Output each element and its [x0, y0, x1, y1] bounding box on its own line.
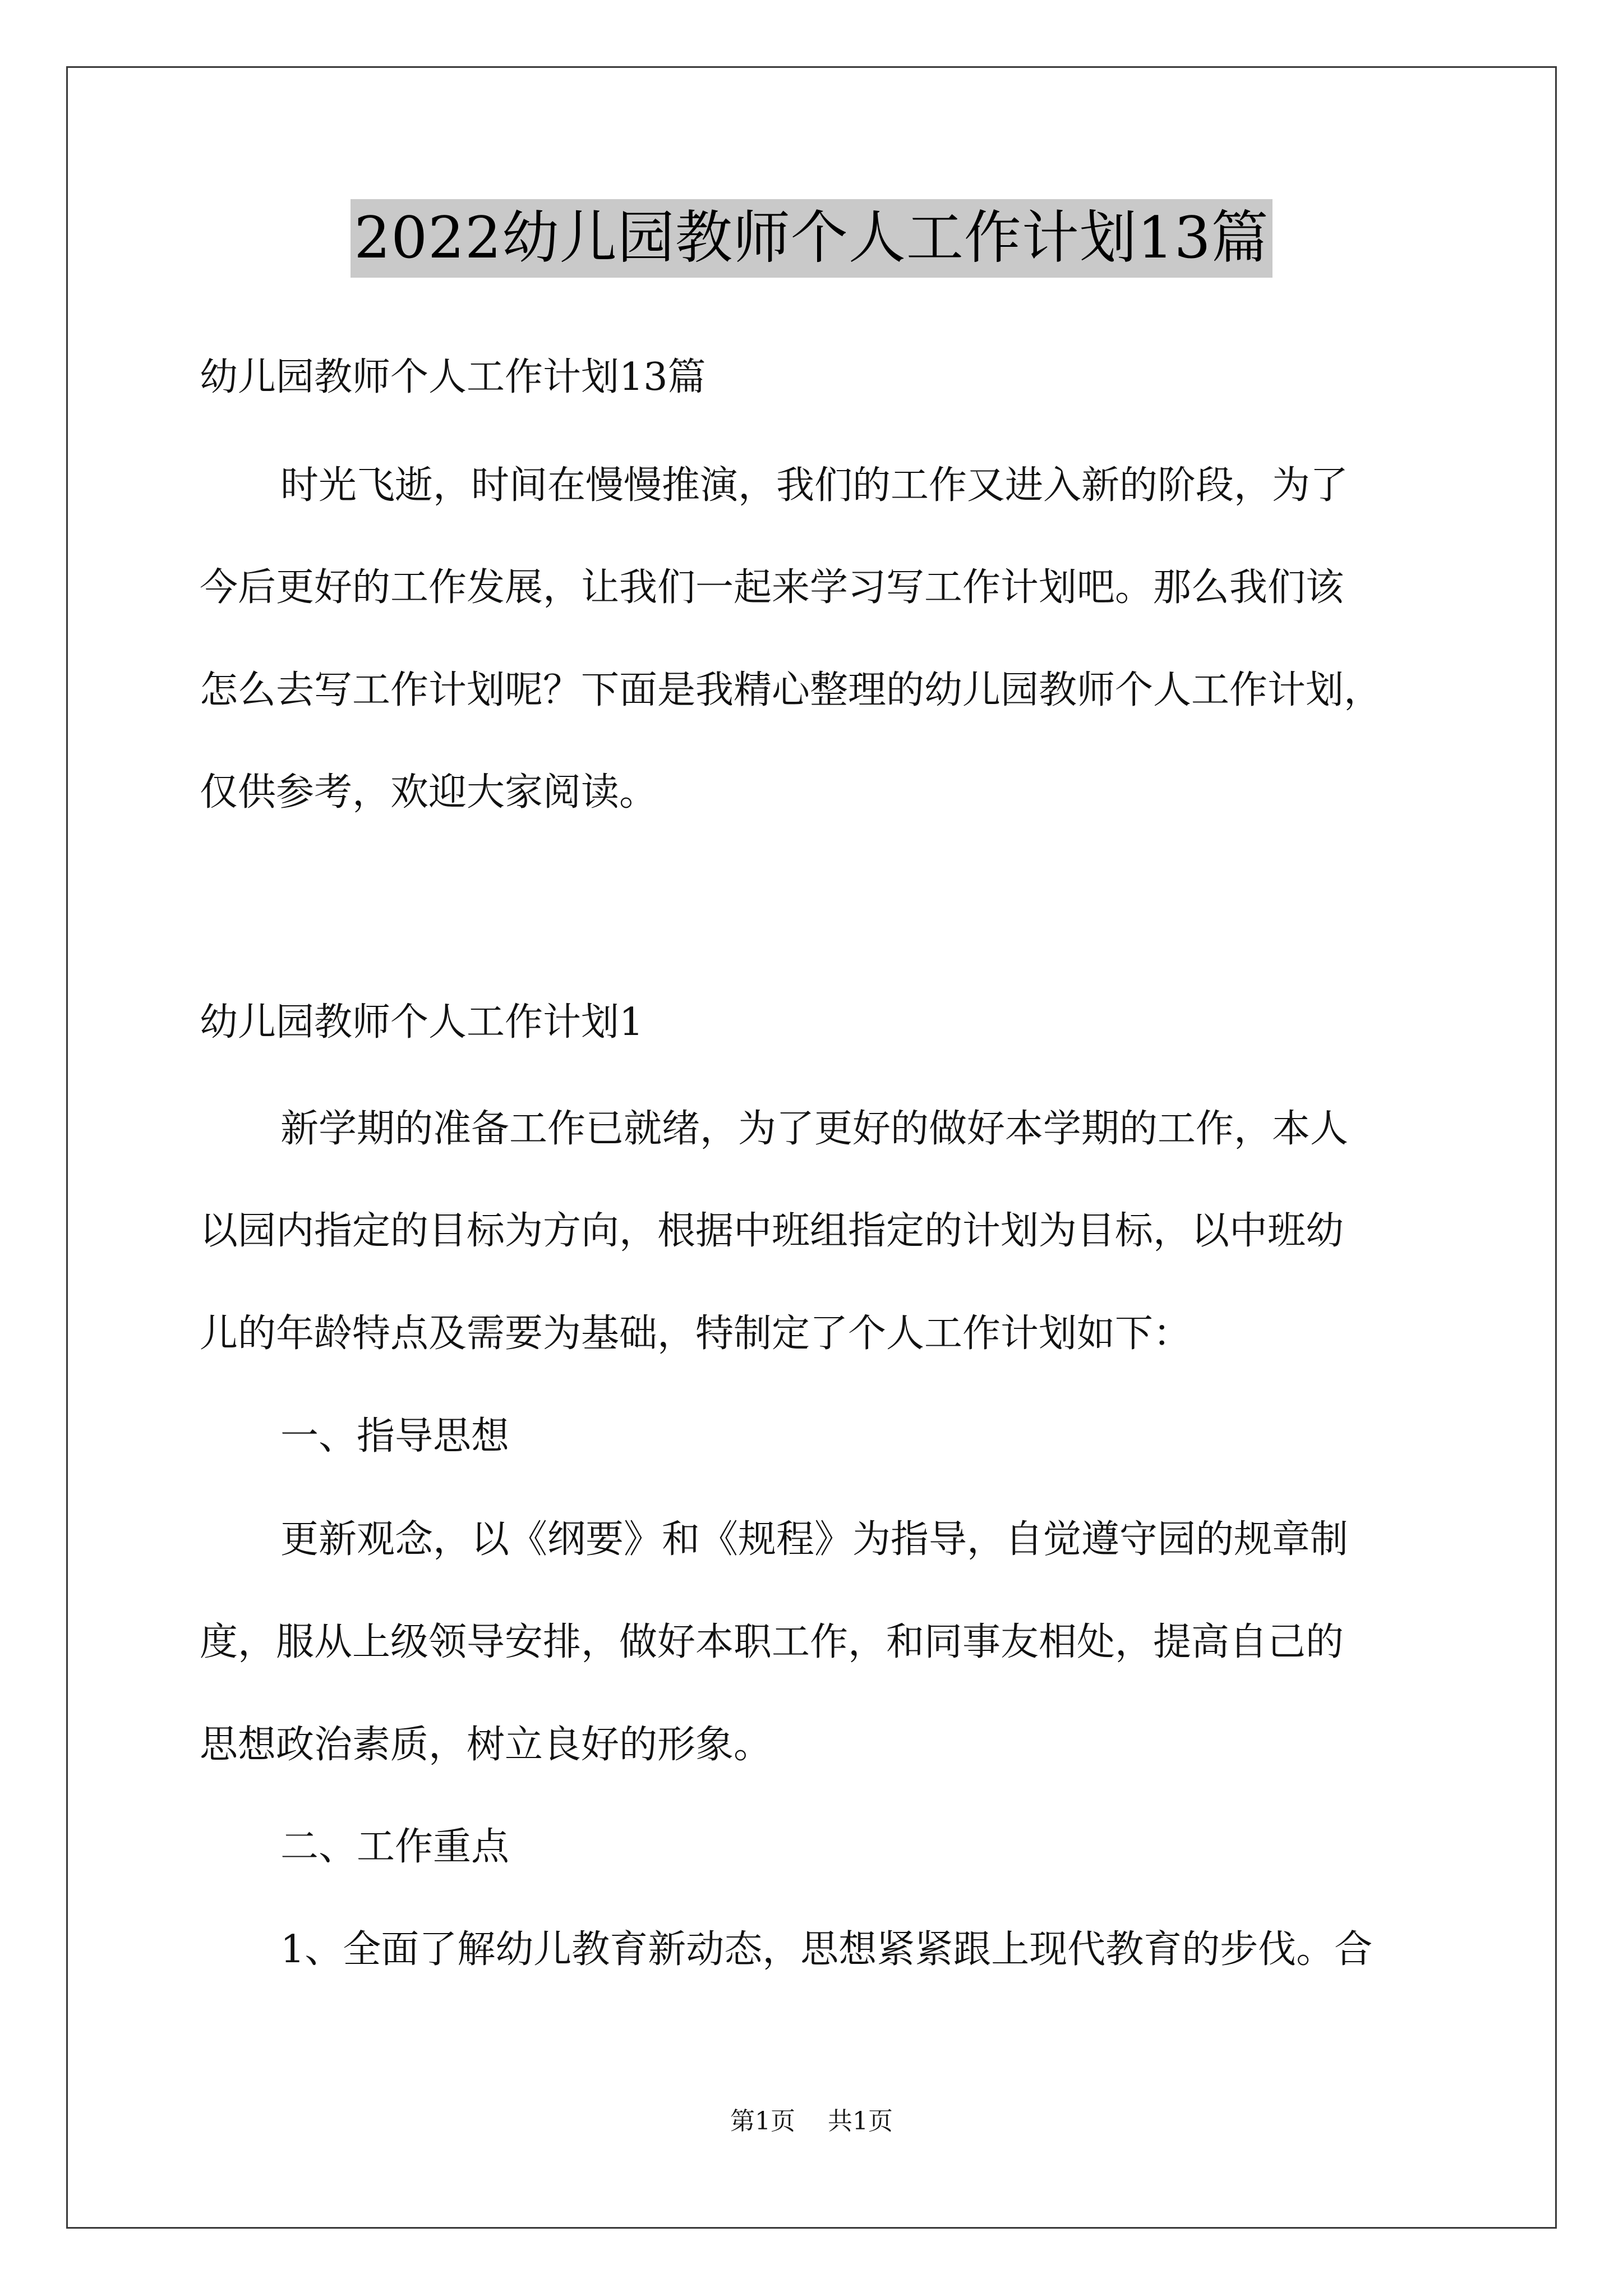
intro-line-2: 今后更好的工作发展，让我们一起来学习写工作计划吧。那么我们该: [200, 565, 1344, 610]
heading-guiding-thought: 一、指导思想: [280, 1414, 510, 1458]
intro-line-4: 仅供参考，欢迎大家阅读。: [200, 770, 658, 815]
page-total: 共1页: [828, 2107, 893, 2136]
title-container: [0, 199, 1623, 278]
intro-line-1: 时光飞逝，时间在慢慢推演，我们的工作又进入新的阶段，为了: [280, 463, 1349, 508]
section-heading: 幼儿园教师个人工作计划1: [200, 1000, 644, 1045]
section-para-line-3: 儿的年龄特点及需要为基础，特制定了个人工作计划如下：: [200, 1312, 1192, 1356]
page-footer: [0, 2101, 1623, 2137]
section-para-line-2: 以园内指定的目标为方向，根据中班组指定的计划为目标，以中班幼: [200, 1209, 1344, 1253]
document-title: 2022幼儿园教师个人工作计划13篇: [351, 199, 1272, 278]
document-subtitle: 幼儿园教师个人工作计划13篇: [200, 355, 706, 399]
work-point-1: 1、全面了解幼儿教育新动态，思想紧紧跟上现代教育的步伐。合: [280, 1927, 1373, 1972]
guiding-para-line-2: 度，服从上级领导安排，做好本职工作，和同事友相处，提高自己的: [200, 1620, 1344, 1664]
page-number: 第1页: [730, 2107, 795, 2136]
heading-work-focus: 二、工作重点: [280, 1825, 510, 1869]
intro-line-3: 怎么去写工作计划呢？下面是我精心整理的幼儿园教师个人工作计划，: [200, 668, 1382, 712]
guiding-para-line-1: 更新观念，以《纲要》和《规程》为指导，自觉遵守园的规章制: [280, 1517, 1349, 1562]
section-para-line-1: 新学期的准备工作已就绪，为了更好的做好本学期的工作，本人: [280, 1107, 1349, 1151]
guiding-para-line-3: 思想政治素质，树立良好的形象。: [200, 1723, 772, 1767]
